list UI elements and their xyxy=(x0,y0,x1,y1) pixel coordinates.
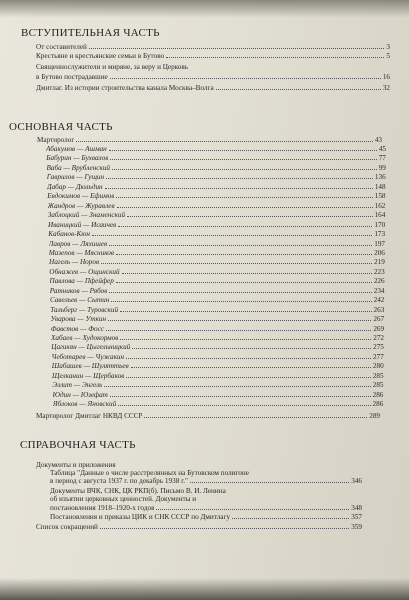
martyrology-name-entry xyxy=(47,173,386,182)
entry-page: 280 xyxy=(372,362,384,371)
entry-page: 173 xyxy=(374,230,386,239)
entry-page: 3 xyxy=(386,43,390,51)
leader-dots xyxy=(110,396,371,397)
entry-title: Обнажев — Ощинский xyxy=(49,267,120,276)
leader-dots xyxy=(106,330,371,331)
entry-page: 285 xyxy=(372,371,384,380)
intro-heading: ВСТУПИТЕЛЬНАЯ ЧАСТЬ xyxy=(21,27,160,39)
entry-page: 269 xyxy=(373,324,385,333)
toc-entry xyxy=(36,84,390,93)
entry-title: Эллит — Энгель xyxy=(52,381,103,390)
martyrology-name-entry xyxy=(48,211,386,220)
entry-title: Иваницкий — Исаичев xyxy=(48,220,117,229)
entry-page: 272 xyxy=(373,334,384,342)
leader-dots xyxy=(89,48,385,49)
leader-dots xyxy=(101,263,372,264)
entry-title: постановления 1918–1920-х годов xyxy=(50,504,155,512)
entry-page: 99 xyxy=(378,163,386,172)
martyrology-name-entry xyxy=(48,202,386,211)
leader-dots xyxy=(109,150,377,151)
entry-title: Ратников — Рябов xyxy=(49,286,108,295)
entry-title: От составителей xyxy=(36,43,87,51)
entry-page: 158 xyxy=(374,192,386,201)
toc-entry xyxy=(36,73,390,82)
martyrology-name-entry xyxy=(48,230,385,239)
entry-title: Гаврилов — Гущин xyxy=(46,173,105,182)
entry-page: 206 xyxy=(374,248,385,257)
entry-title: Заблоцкий — Знаменский xyxy=(47,211,126,220)
leader-dots xyxy=(100,528,349,529)
leader-dots xyxy=(126,358,371,359)
entry-title: Павлова — Пфейфер xyxy=(49,277,114,286)
entry-page: 5 xyxy=(386,52,390,60)
entry-page: 219 xyxy=(374,258,385,267)
martyrology-name-entry xyxy=(49,249,385,258)
entry-title: Бабурин — Бухвалов xyxy=(46,154,109,163)
martyrology-name-entry xyxy=(50,306,384,315)
entry-page: 348 xyxy=(351,504,362,512)
martyrology-name-entry xyxy=(49,240,386,249)
entry-title: Священнослужители и миряне, за веру и Церковь xyxy=(36,63,189,71)
toc-entry xyxy=(36,43,390,52)
toc-entry xyxy=(36,412,380,421)
entry-page: 359 xyxy=(351,523,362,531)
leader-dots xyxy=(76,141,373,142)
entry-title: в период с августа 1937 г. по декабрь 1938 г." xyxy=(50,477,188,485)
entry-page: 275 xyxy=(373,343,384,352)
martyrology-name-entry xyxy=(46,145,386,154)
martyrology-name-entry xyxy=(47,192,385,201)
entry-page: 136 xyxy=(374,173,386,182)
leader-dots xyxy=(110,159,376,160)
reference-heading: СПРАВОЧНАЯ ЧАСТЬ xyxy=(20,439,136,451)
martyrology-name-entry xyxy=(51,334,384,343)
entry-title: Нагель — Норов xyxy=(49,258,100,267)
martyrology-name-entry xyxy=(53,391,384,400)
entry-page: 32 xyxy=(382,84,390,92)
leader-dots xyxy=(216,89,381,90)
leader-dots xyxy=(109,245,372,246)
entry-page: 197 xyxy=(374,239,385,248)
entry-page: 77 xyxy=(378,154,386,163)
toc-entry xyxy=(37,136,382,145)
leader-dots xyxy=(116,197,372,198)
leader-dots xyxy=(106,178,373,179)
martyrology-name-entry xyxy=(52,372,384,381)
entry-title: Дабар — Дюльдин xyxy=(47,182,103,191)
entry-page: 285 xyxy=(372,381,384,390)
entry-title: Цагикян — Цыгельницкий xyxy=(51,343,131,352)
leader-dots xyxy=(118,405,370,406)
leader-dots xyxy=(232,518,349,519)
leader-dots xyxy=(190,482,349,483)
entry-page: 242 xyxy=(373,296,385,305)
martyrology-name-entry xyxy=(53,400,384,409)
martyrology-name-entry xyxy=(46,154,386,163)
reference-entry xyxy=(50,513,362,522)
entry-title: Постановления и приказы ЦИК и СНК СССР по Дмитлагу xyxy=(50,513,231,521)
entry-title: Ваба — Врубленский xyxy=(46,163,111,172)
martyrology-name-entry xyxy=(50,277,385,286)
entry-page: 223 xyxy=(373,267,385,276)
leader-dots xyxy=(116,282,372,283)
entry-title: Фавстов — Фосс xyxy=(50,324,104,333)
entry-title: Шабашев — Шуляттьев xyxy=(51,362,129,371)
entry-title: Хабаев — Худокормов xyxy=(51,334,119,342)
entry-title: Евдокимов — Ефимов xyxy=(47,192,115,201)
entry-page: 16 xyxy=(382,73,390,81)
entry-page: 267 xyxy=(373,315,385,324)
leader-dots xyxy=(156,509,349,510)
martyrology-name-entry xyxy=(48,221,385,230)
entry-title: Крестьяне и крестьянские семьи в Бутово xyxy=(36,52,165,60)
leader-dots xyxy=(126,377,370,378)
reference-entry xyxy=(36,523,362,532)
leader-dots xyxy=(116,254,372,255)
toc-entry xyxy=(36,52,390,61)
entry-title: Лавров — Ляхишев xyxy=(48,239,108,248)
entry-title: Дмитлаг. Из истории строительства канала Москва–Волга xyxy=(36,84,214,92)
leader-dots xyxy=(108,320,371,321)
main-heading: ОСНОВНАЯ ЧАСТЬ xyxy=(9,121,113,133)
entry-page: 226 xyxy=(373,277,385,286)
entry-title: Список сокращений xyxy=(36,523,98,531)
entry-page: 346 xyxy=(351,477,362,485)
entry-page: 170 xyxy=(374,220,386,229)
martyrology-name-entry xyxy=(52,362,384,371)
entry-title: Жандров — Журавлев xyxy=(47,201,115,210)
leader-dots xyxy=(92,235,372,236)
leader-dots xyxy=(110,78,381,79)
entry-title: Щелканин — Щербаков xyxy=(52,371,125,380)
reference-entry: Документы ВЧК, СНК, ЦК РКП(б). Письмо В. И. Ленина xyxy=(50,487,226,495)
martyrology-name-entry xyxy=(51,315,385,324)
entry-title: Юдин — Юзефат xyxy=(52,390,108,399)
entry-page: 148 xyxy=(374,182,386,191)
martyrology-name-entry xyxy=(51,325,384,334)
reference-entry: об изъятии церковных ценностей. Документы и xyxy=(50,495,197,503)
entry-page: 289 xyxy=(369,412,380,420)
leader-dots xyxy=(127,216,372,217)
martyrology-name-entry xyxy=(51,343,384,352)
entry-page: 286 xyxy=(372,390,384,399)
page-shadow-top xyxy=(0,0,409,18)
entry-title: Уварова — Уткин xyxy=(50,315,107,324)
leader-dots xyxy=(105,188,373,189)
entry-title: Мартиролог xyxy=(37,136,75,144)
leader-dots xyxy=(111,301,371,302)
leader-dots xyxy=(117,207,373,208)
leader-dots xyxy=(131,367,371,368)
entry-page: 277 xyxy=(373,352,384,361)
entry-page: 263 xyxy=(373,305,385,314)
leader-dots xyxy=(120,339,371,340)
martyrology-name-entry xyxy=(50,296,384,305)
entry-page: 286 xyxy=(372,400,384,409)
page-shadow-bottom xyxy=(0,578,409,600)
leader-dots xyxy=(118,226,372,227)
leader-dots xyxy=(166,57,384,58)
entry-page: 43 xyxy=(374,136,382,144)
reference-entry xyxy=(50,477,362,486)
martyrology-name-entry xyxy=(49,268,384,277)
entry-title: Мартиролог Дмитлаг НКВД СССР xyxy=(36,412,143,420)
martyrology-name-entry xyxy=(49,258,385,267)
leader-dots xyxy=(109,292,371,293)
entry-title: Чеботарев — Чужакин xyxy=(51,352,125,361)
martyrology-name-entry xyxy=(52,353,384,362)
entry-page: 357 xyxy=(351,513,362,521)
martyrology-name-entry xyxy=(47,183,386,192)
entry-page: 234 xyxy=(373,286,385,295)
entry-page: 164 xyxy=(374,211,386,220)
entry-title: Тальберг — Туровский xyxy=(50,305,119,314)
martyrology-name-entry xyxy=(47,164,386,173)
leader-dots xyxy=(122,273,372,274)
entry-title: Абакумов — Ашман xyxy=(46,145,107,153)
entry-title: в Бутово пострадавшие xyxy=(36,73,108,81)
reference-entry: Таблица "Данные о числе расстрелянных на Бутовском полигоне xyxy=(50,469,249,477)
leader-dots xyxy=(104,386,370,387)
entry-title: Савельев — Сытин xyxy=(50,296,110,305)
entry-title: Мазепов — Мясников xyxy=(48,248,114,257)
martyrology-name-entry xyxy=(50,287,385,296)
leader-dots xyxy=(112,169,377,170)
reference-entry: Документы и приложения xyxy=(36,461,116,469)
entry-title: Яблоков — Яновский xyxy=(52,400,117,409)
entry-title: Кабанов-Кюн xyxy=(48,230,90,239)
martyrology-name-entry xyxy=(52,381,383,390)
entry-page: 162 xyxy=(374,201,386,210)
leader-dots xyxy=(144,417,367,418)
leader-dots xyxy=(120,311,371,312)
leader-dots xyxy=(132,348,371,349)
entry-page: 45 xyxy=(378,145,386,153)
reference-entry xyxy=(50,504,362,513)
